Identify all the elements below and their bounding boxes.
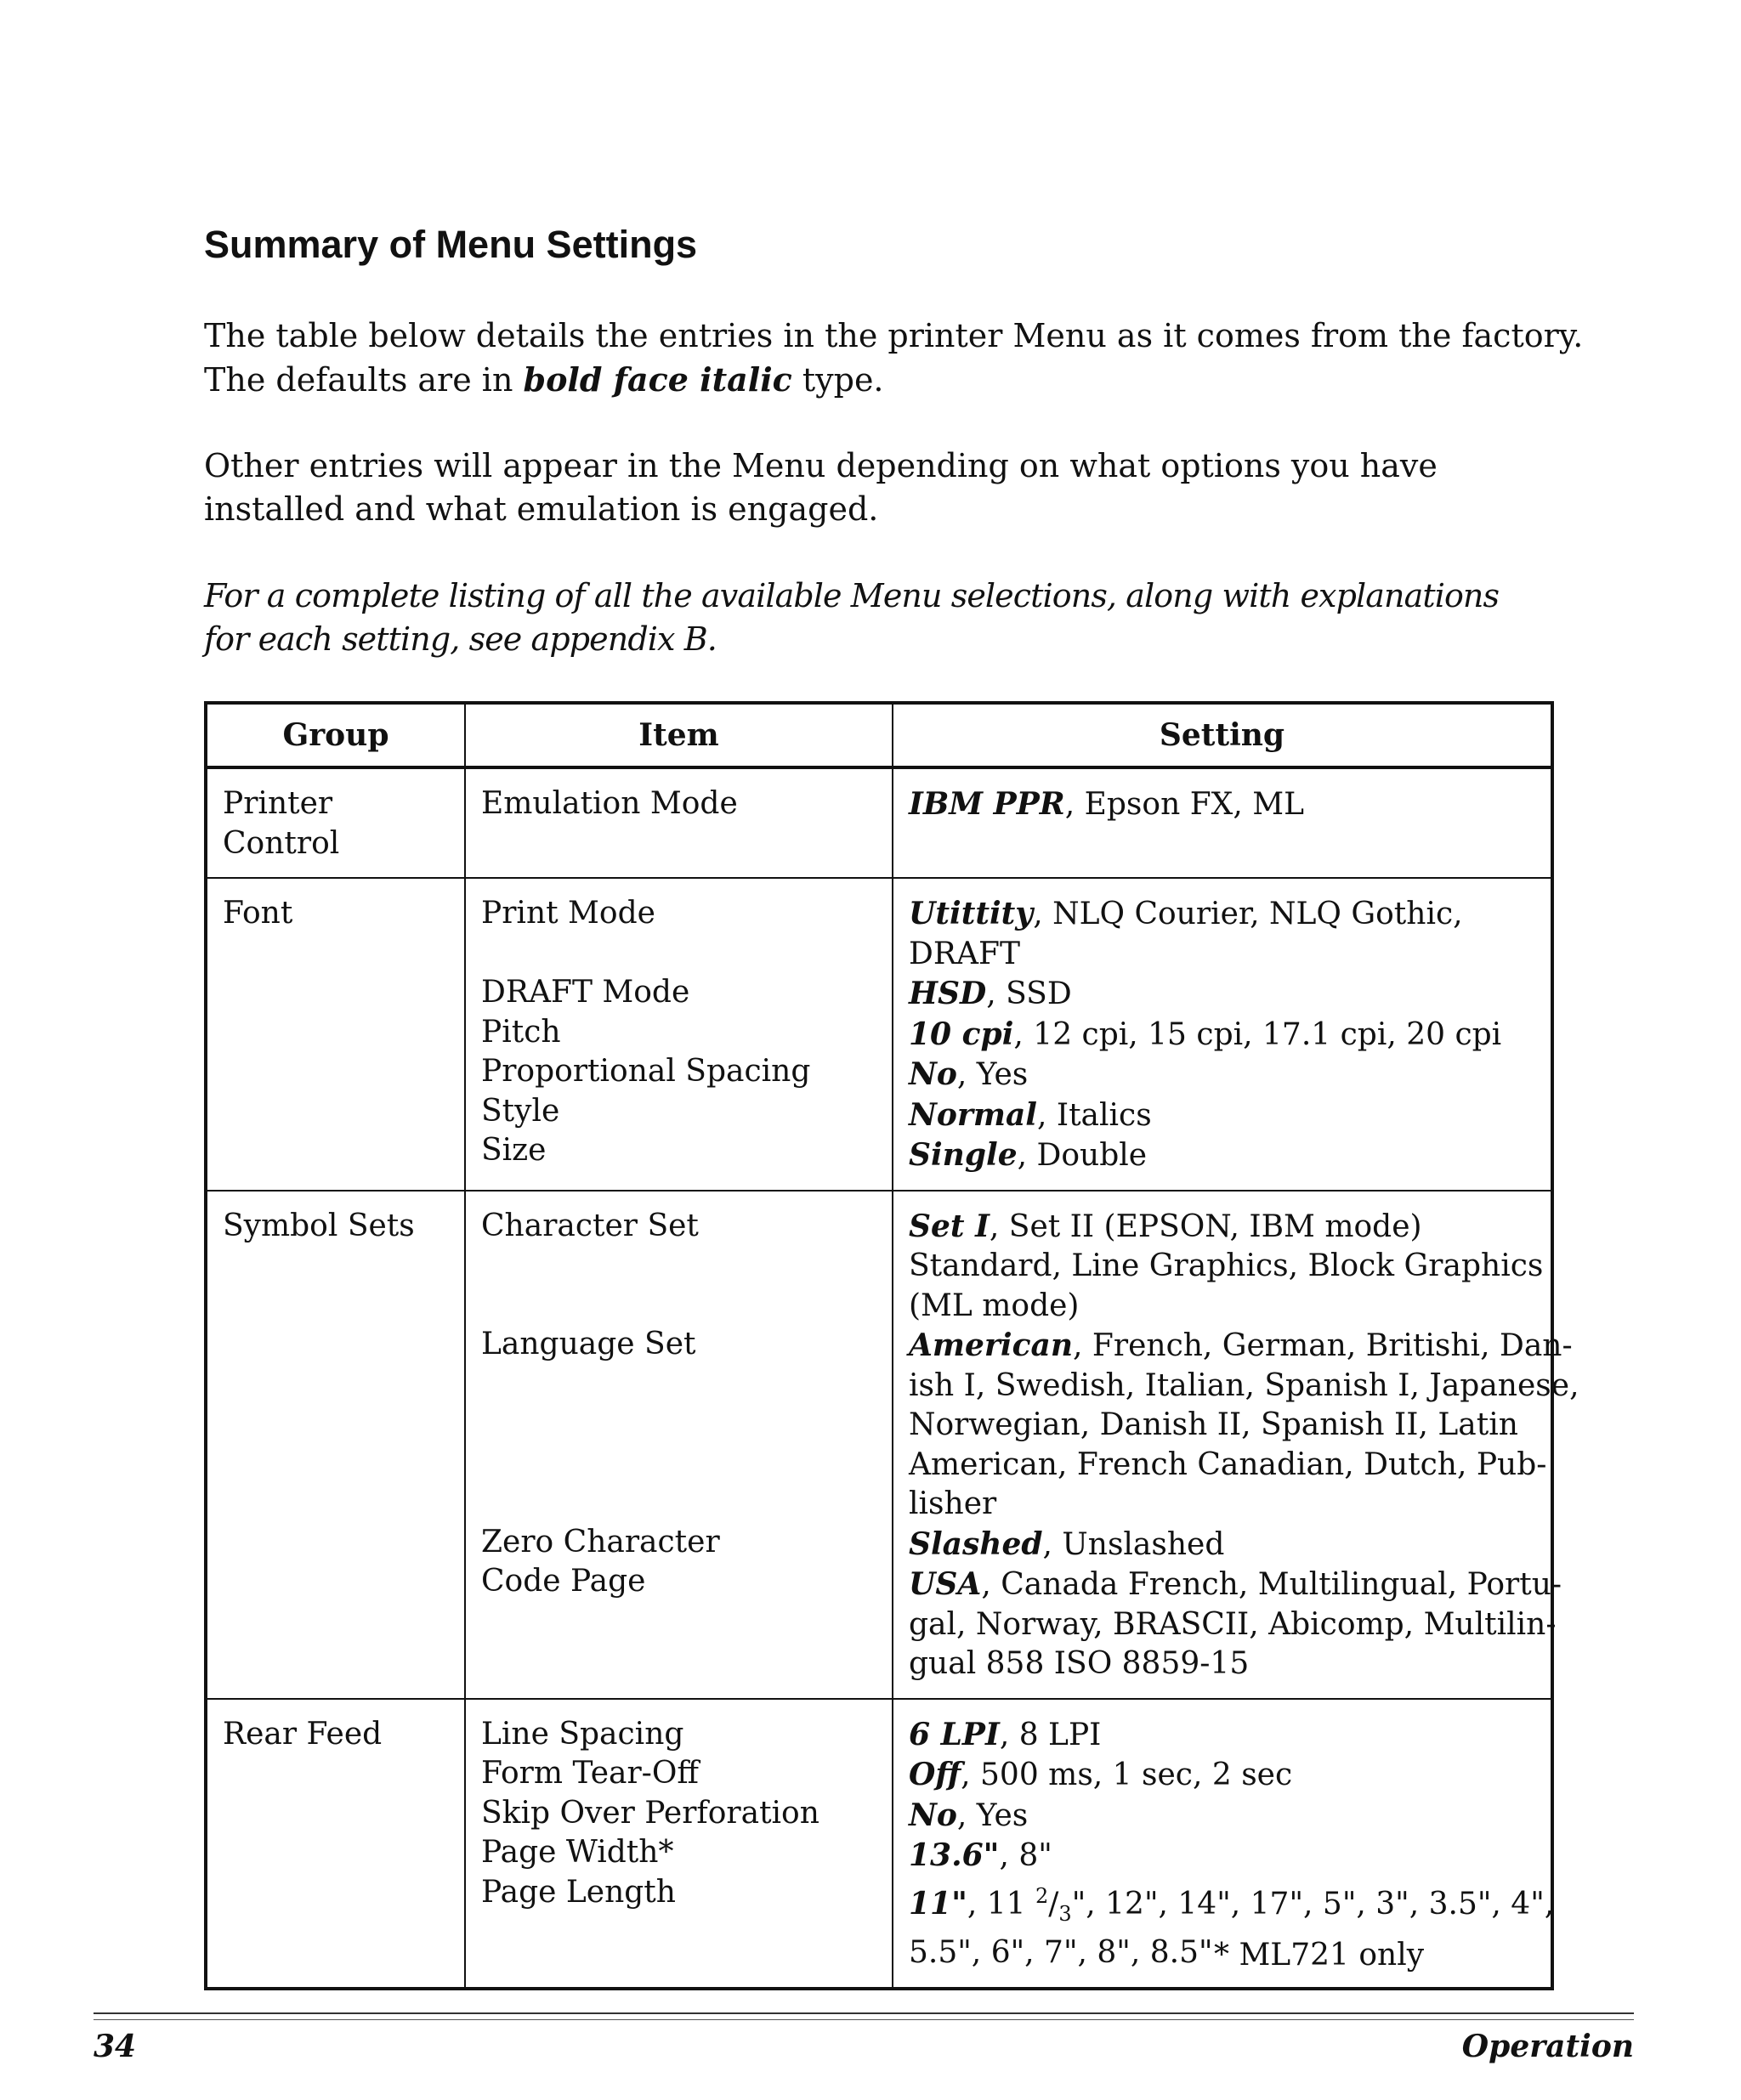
other-values: Standard, Line Graphics, Block Graphics (909, 1248, 1544, 1283)
default-value: Utittity (909, 896, 1034, 931)
item-label: Code Page (481, 1564, 646, 1599)
other-values: , Unslashed (1042, 1526, 1225, 1562)
header-group: Group (206, 703, 465, 767)
other-values: Norwegian, Danish II, Spanish II, Latin (909, 1407, 1518, 1442)
menu-settings-table (204, 701, 1579, 1990)
item-spacer (481, 1365, 878, 1405)
setting-line (909, 1367, 1579, 1407)
setting-line (909, 1565, 1562, 1605)
default-value: 11" (909, 1885, 967, 1922)
setting-line: 5.5", 6", 7", 8", 8.5" (909, 1935, 1213, 1971)
setting-line (909, 1135, 1537, 1176)
item-label: Page Width* (481, 1835, 674, 1870)
other-values: ish I, Swedish, Italian, Spanish I, Japanese, (909, 1367, 1579, 1403)
setting-line (909, 974, 1537, 1015)
other-values: , NLQ Courier, NLQ Gothic, (1033, 897, 1463, 931)
options-paragraph: Other entries will appear in the Menu depending on what options you have installed and what emulation is engaged. (204, 447, 1438, 528)
item-label: Style (481, 1093, 560, 1129)
other-values: , 11 (967, 1886, 1035, 1922)
setting-line (909, 1446, 1547, 1486)
setting-line (909, 1095, 1537, 1136)
setting-cell (893, 878, 1552, 1191)
other-values: , Epson FX, ML (1064, 787, 1304, 822)
group-cell: Symbol Sets (206, 1191, 465, 1699)
other-values: lisher (909, 1486, 997, 1521)
other-values: DRAFT (909, 936, 1020, 971)
item-cell (465, 1191, 893, 1699)
intro-line-2-suffix: type. (791, 361, 884, 399)
setting-line (909, 1836, 1537, 1876)
setting-line (909, 1326, 1573, 1367)
item-label: Emulation Mode (481, 786, 738, 821)
setting-line (909, 935, 1537, 975)
item-label: Pitch (481, 1014, 561, 1050)
setting-line (909, 1406, 1537, 1446)
item-label: Line Spacing (481, 1716, 684, 1752)
other-values: , Yes (956, 1797, 1029, 1833)
item-cell (465, 767, 893, 878)
footer-rule (94, 2012, 1634, 2014)
header-setting: Setting (893, 703, 1552, 767)
other-values: gal, Norway, BRASCII, Abicomp, Multilin- (909, 1606, 1557, 1642)
intro-line-2-prefix: The defaults are in (204, 361, 524, 399)
table-row-symbol-sets (206, 1191, 1552, 1699)
item-label: Character Set (481, 1208, 699, 1243)
item-spacer (481, 1246, 878, 1286)
other-values: , SSD (986, 976, 1072, 1011)
default-value: Off (909, 1757, 961, 1792)
item-label: Size (481, 1133, 547, 1168)
appendix-note: For a complete listing of all the available Menu selections, along with explanations for each setting, see appendix B. (204, 577, 1500, 658)
setting-line (909, 1796, 1537, 1837)
setting-line (909, 1715, 1537, 1756)
section-title: Operation (1461, 2029, 1634, 2064)
other-values: , Italics (1036, 1097, 1152, 1133)
setting-line (909, 1876, 1555, 1934)
group-cell: Printer Control (206, 767, 465, 878)
default-value: American (909, 1327, 1073, 1363)
page-heading: Summary of Menu Settings (204, 223, 698, 266)
setting-line (909, 1207, 1537, 1248)
setting-line (909, 1055, 1537, 1095)
default-value: IBM PPR (909, 786, 1065, 822)
item-label: Zero Character (481, 1524, 720, 1559)
setting-line (909, 1605, 1557, 1645)
item-label: Print Mode (481, 896, 655, 931)
other-values: , 8 LPI (999, 1717, 1102, 1752)
other-values: , 8" (999, 1838, 1052, 1873)
group-cell: Font (206, 878, 465, 1191)
setting-line (909, 1644, 1537, 1684)
item-spacer (481, 1483, 878, 1523)
default-value: USA (909, 1566, 982, 1602)
item-label: Skip Over Perforation (481, 1795, 819, 1831)
fraction-numerator: 2 (1035, 1883, 1049, 1908)
fraction-slash: / (1048, 1886, 1059, 1922)
default-value: 6 LPI (909, 1716, 1000, 1752)
item-label: Page Length (481, 1874, 676, 1910)
header-item: Item (465, 703, 893, 767)
setting-line (909, 1485, 1537, 1525)
other-values: , French, German, Britishi, Dan- (1073, 1328, 1573, 1363)
default-value: HSD (909, 976, 987, 1011)
default-value: 10 cpi (909, 1016, 1014, 1052)
item-spacer (481, 1404, 878, 1444)
table-header-row (206, 703, 1552, 767)
group-cell: Rear Feed (206, 1699, 465, 1989)
intro-paragraph (204, 314, 1584, 402)
setting-line (909, 1525, 1537, 1565)
other-values: , Set II (EPSON, IBM mode) (989, 1208, 1422, 1244)
setting-line (909, 784, 1537, 825)
other-values: , 12 cpi, 15 cpi, 17.1 cpi, 20 cpi (1013, 1016, 1502, 1052)
other-values: , Canada French, Multilingual, Portu- (981, 1567, 1562, 1602)
default-value: Single (909, 1137, 1018, 1173)
setting-line (909, 1287, 1537, 1327)
other-values: gual 858 ISO 8859-15 (909, 1646, 1250, 1681)
other-values: , 500 ms, 1 sec, 2 sec (961, 1758, 1293, 1792)
table-row-printer-control (206, 767, 1552, 878)
footer-rule-thin (94, 2019, 1634, 2020)
item-label: Language Set (481, 1327, 696, 1361)
setting-cell (893, 767, 1552, 878)
intro-bold-italic-text: bold face italic (523, 360, 792, 399)
intro-line-2 (204, 358, 1547, 402)
default-value: Set I (909, 1208, 990, 1244)
setting-line (909, 894, 1537, 935)
default-value: Slashed (909, 1525, 1043, 1562)
table-footnote: * ML721 only (1214, 1938, 1425, 1973)
item-label: Proportional Spacing (481, 1054, 811, 1089)
item-spacer (481, 1286, 878, 1326)
setting-cell (893, 1191, 1579, 1699)
table-row-font (206, 878, 1552, 1191)
default-value: 13.6" (909, 1837, 1000, 1873)
item-label: DRAFT Mode (481, 975, 690, 1010)
item-spacer (481, 934, 878, 974)
item-label: Form Tear-Off (481, 1756, 699, 1791)
default-value: No (909, 1056, 957, 1092)
fraction-denominator: 3 (1058, 1901, 1072, 1926)
other-values: ", 12", 14", 17", 5", 3", 3.5", 4", (1071, 1886, 1555, 1922)
default-value: Normal (909, 1096, 1037, 1133)
other-values: , Double (1017, 1138, 1148, 1173)
setting-line (909, 1247, 1544, 1287)
other-values: (ML mode) (909, 1288, 1080, 1323)
intro-line-1: The table below details the entries in the printer Menu as it comes from the factory. (204, 317, 1584, 354)
page-number: 34 (94, 2029, 137, 2064)
default-value: No (909, 1797, 957, 1833)
other-values: American, French Canadian, Dutch, Pub- (909, 1446, 1547, 1482)
item-cell (465, 1699, 893, 1989)
item-spacer (481, 1444, 878, 1484)
other-values: , Yes (956, 1057, 1029, 1092)
setting-line (909, 1755, 1537, 1796)
setting-line (909, 1015, 1537, 1056)
item-cell (465, 878, 893, 1191)
